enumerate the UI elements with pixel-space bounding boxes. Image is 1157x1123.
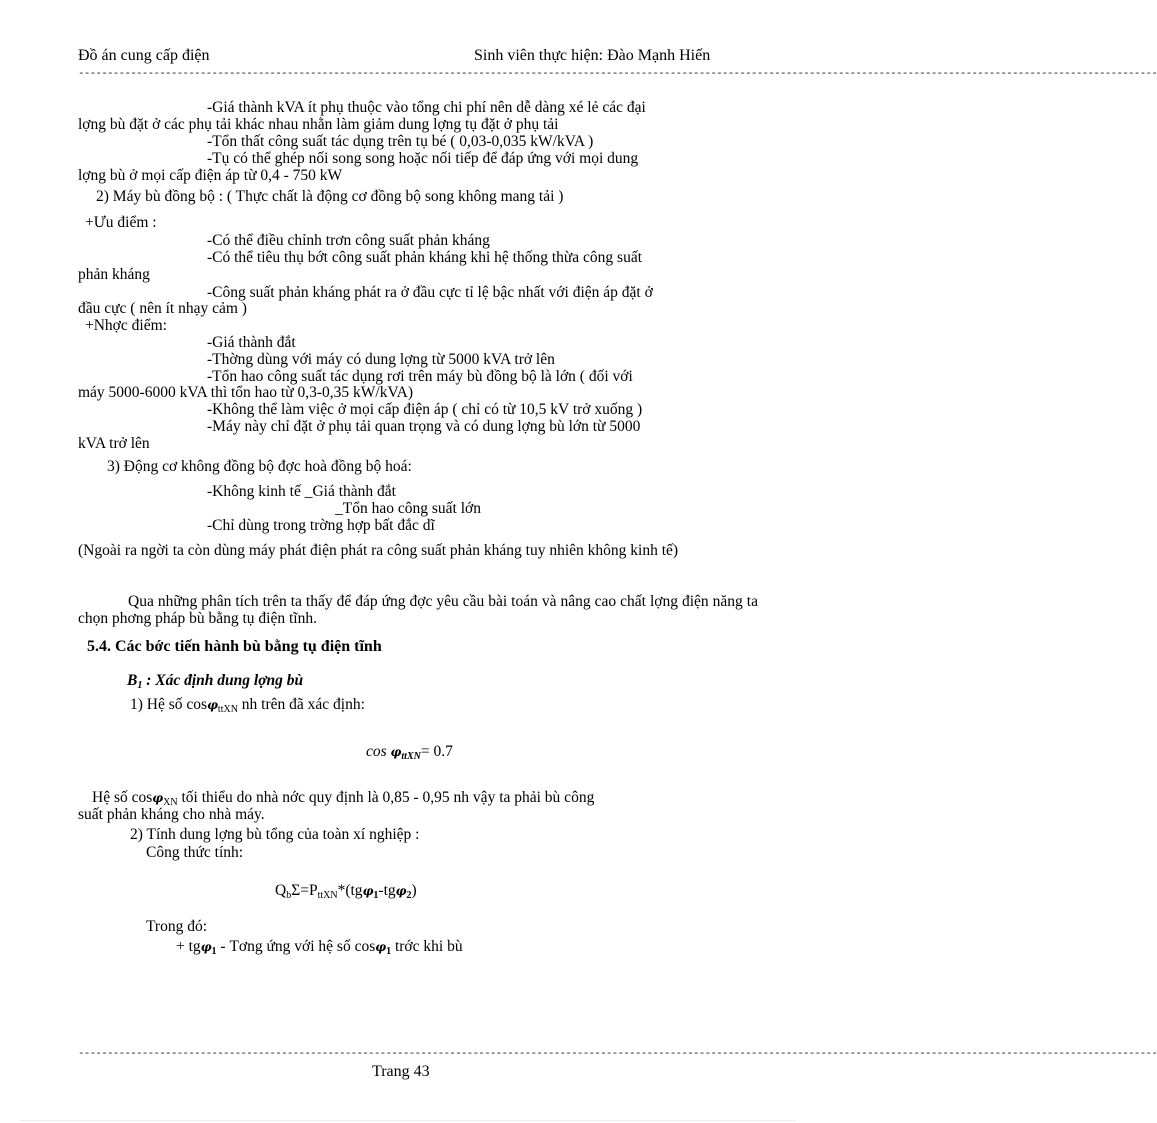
- advantage-connect-cont: lợng bù ở mọi cấp điện áp từ 0,4 - 750 kW: [78, 167, 343, 184]
- cos-phi-line: 1) Hệ số cosφ$_{ttXN}$ nh trên đã xác định:: [130, 696, 365, 715]
- advantages-label: +Ưu điểm :: [85, 214, 157, 231]
- sync-disadvantage-3-cont: máy 5000-6000 kVA thì tổn hao từ 0,3-0,35 kW/kVA): [78, 384, 414, 401]
- advantage-connect: -Tụ có thể ghép nối song song hoặc nối tiếp để đáp ứng với mọi dung: [207, 150, 639, 167]
- sync-advantage-2-cont: phản kháng: [78, 266, 150, 283]
- sync-disadvantage-3: -Tổn hao công suất tác dụng rơi trên máy bù đồng bộ là lớn ( đối với: [207, 368, 633, 385]
- async-point-2: _Tổn hao công suất lớn: [335, 500, 481, 517]
- sync-advantage-3-cont: đầu cực ( nên ít nhạy cảm ): [78, 300, 247, 317]
- where-label: Trong đó:: [146, 918, 208, 935]
- section-heading: 5.4. Các bớc tiến hành bù bằng tụ điện tĩnh: [87, 638, 382, 655]
- sync-disadvantage-4: -Không thể làm việc ở mọi cấp điện áp ( chỉ có từ 10,5 kV trở xuống ): [207, 401, 643, 418]
- heading-total-compensation: 2) Tính dung lợng bù tổng của toàn xí nghiệp :: [130, 826, 420, 843]
- sync-disadvantage-5-cont: kVA trở lên: [78, 435, 150, 452]
- advantage-cost: -Giá thành kVA ít phụ thuộc vào tổng chi phí nên dễ dàng xé lẻ các đại: [207, 99, 646, 116]
- sync-advantage-1: -Có thể điều chỉnh trơn công suất phản kháng: [207, 232, 490, 249]
- sync-advantage-3: -Công suất phản kháng phát ra ở đầu cực tỉ lệ bậc nhất với điện áp đặt ở: [207, 284, 653, 301]
- sync-disadvantage-5: -Máy này chỉ đặt ở phụ tải quan trọng và có dung lợng bù lớn từ 5000: [207, 418, 641, 435]
- equation-cos-phi: $\cos \varphi_{ttXN}= 0.7$: [366, 743, 453, 762]
- sync-advantage-2: -Có thể tiêu thụ bớt công suất phản kháng khi hệ thống thừa công suất: [207, 249, 643, 266]
- min-cos-phi-line: Hệ số cosφ$_{XN}$ tối thiểu do nhà nớc quy định là 0,85 - 0,95 nh vậy ta phải bù công: [92, 789, 595, 808]
- header-title: Đồ án cung cấp điện: [78, 47, 210, 64]
- formula-label: Công thức tính:: [146, 844, 244, 861]
- heading-async-motor: 3) Động cơ không đồng bộ đợc hoà đồng bộ hoá:: [107, 458, 412, 475]
- tg-phi1-definition: + tgφ$_1$ - Tơng ứng với hệ số cosφ$_1$ trớc khi bù: [176, 938, 463, 957]
- header-author: Sinh viên thực hiện: Đào Mạnh Hiến: [474, 47, 711, 64]
- sync-disadvantage-2: -Thờng dùng với máy có dung lợng từ 5000 kVA trở lên: [207, 351, 555, 368]
- footer-divider: ------------------------------------------------------------------------------------------------------------------------------------------------------------------------------------------: [78, 1048, 1157, 1060]
- page-number: Trang 43: [372, 1063, 430, 1080]
- note-paragraph: (Ngoài ra ngời ta còn dùng máy phát điện phát ra công suất phản kháng tuy nhiên không kinh tế): [78, 542, 679, 559]
- sync-disadvantage-1: -Giá thành đắt: [207, 334, 296, 351]
- heading-sync-compensator: 2) Máy bù đồng bộ : ( Thực chất là động cơ đồng bộ song không mang tải ): [96, 188, 564, 205]
- page-edge-dotted-line: [20, 1120, 796, 1121]
- compensation-formula: $Q_b\Sigma=P_{ttXN}*(tg\varphi_1-tg\varphi_2)$: [275, 882, 417, 901]
- async-point-1: -Không kinh tế _Giá thành đắt: [207, 483, 396, 500]
- conclusion-paragraph: Qua những phân tích trên ta thấy để đáp ứng đợc yêu cầu bài toán và nâng cao chất lợng điện năng ta chọn phơng pháp bù bằng tụ điện tĩnh.: [78, 593, 758, 627]
- step-b1-heading: $B_1$ : Xác định dung lợng bù: [127, 672, 304, 691]
- min-cos-phi-cont: suất phản kháng cho nhà máy.: [78, 806, 265, 823]
- advantage-loss: -Tổn thất công suất tác dụng trên tụ bé ( 0,03-0,035 kW/kVA ): [207, 133, 594, 150]
- disadvantages-label: +Nhợc điểm:: [85, 317, 167, 334]
- async-point-3: -Chỉ dùng trong trờng hợp bất đắc dĩ: [207, 517, 435, 534]
- header-divider: ------------------------------------------------------------------------------------------------------------------------------------------------------------------------------------------: [78, 68, 1157, 80]
- advantage-cost-cont: lợng bù đặt ở các phụ tải khác nhau nhằn làm giảm dung lợng tụ đặt ở phụ tải: [78, 116, 559, 133]
- phi-symbol: φ: [207, 698, 218, 712]
